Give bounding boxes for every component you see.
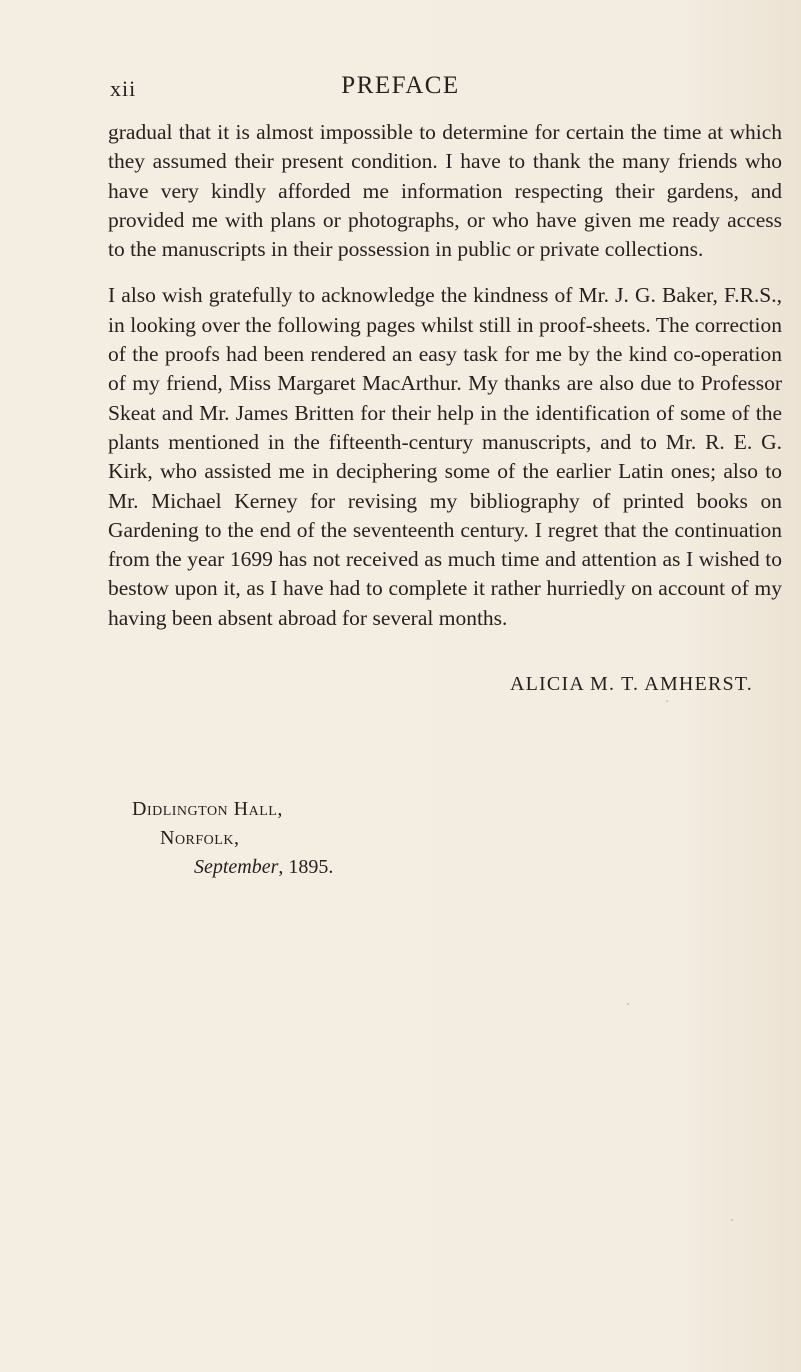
address-year: , 1895.	[278, 856, 334, 878]
paragraph: gradual that it is almost impossible to determine for certain the time at which they assumed their present condition. I have to thank the many friends who have very kindly afforded me information respecting their gardens, and provided me with plans or photographs, or who have given me ready access to the manuscripts in their possession in public or private collections.	[108, 120, 782, 262]
paper-speck	[666, 700, 668, 702]
page-number: xii	[110, 76, 137, 101]
page-header	[0, 72, 801, 106]
paper-speck	[627, 1003, 629, 1005]
paper-speck	[731, 1219, 733, 1221]
address-month: September	[194, 856, 279, 878]
address-line: Didlington Hall,	[132, 798, 283, 820]
address-line: Norfolk,	[160, 827, 240, 849]
address-date	[132, 853, 333, 882]
address-block	[132, 795, 333, 882]
preface-body	[108, 118, 782, 633]
author-signature: ALICIA M. T. AMHERST.	[510, 673, 753, 695]
paragraph: I also wish gratefully to acknowledge the kindness of Mr. J. G. Baker, F.R.S., in looking over the following pages whilst still in proof-sheets. The correction of the proofs had been rendered an easy task for me by the kind co-operation of my friend, Miss Margaret MacArthur. My thanks are also due to Professor Skeat and Mr. James Britten for their help in the identification of some of the plants mentioned in the fifteenth-century manuscripts, and to Mr. R. E. G. Kirk, who assisted me in deciphering some of the earlier Latin ones; also to Mr. Michael Kerney for revising my bibliography of printed books on Gardening to the end of the seventeenth century. I regret that the continuation from the year 1699 has not received as much time and attention as I wished to bestow upon it, as I have had to complete it rather hurriedly on account of my having been absent abroad for several months.	[108, 283, 782, 630]
running-head: PREFACE	[341, 72, 460, 99]
